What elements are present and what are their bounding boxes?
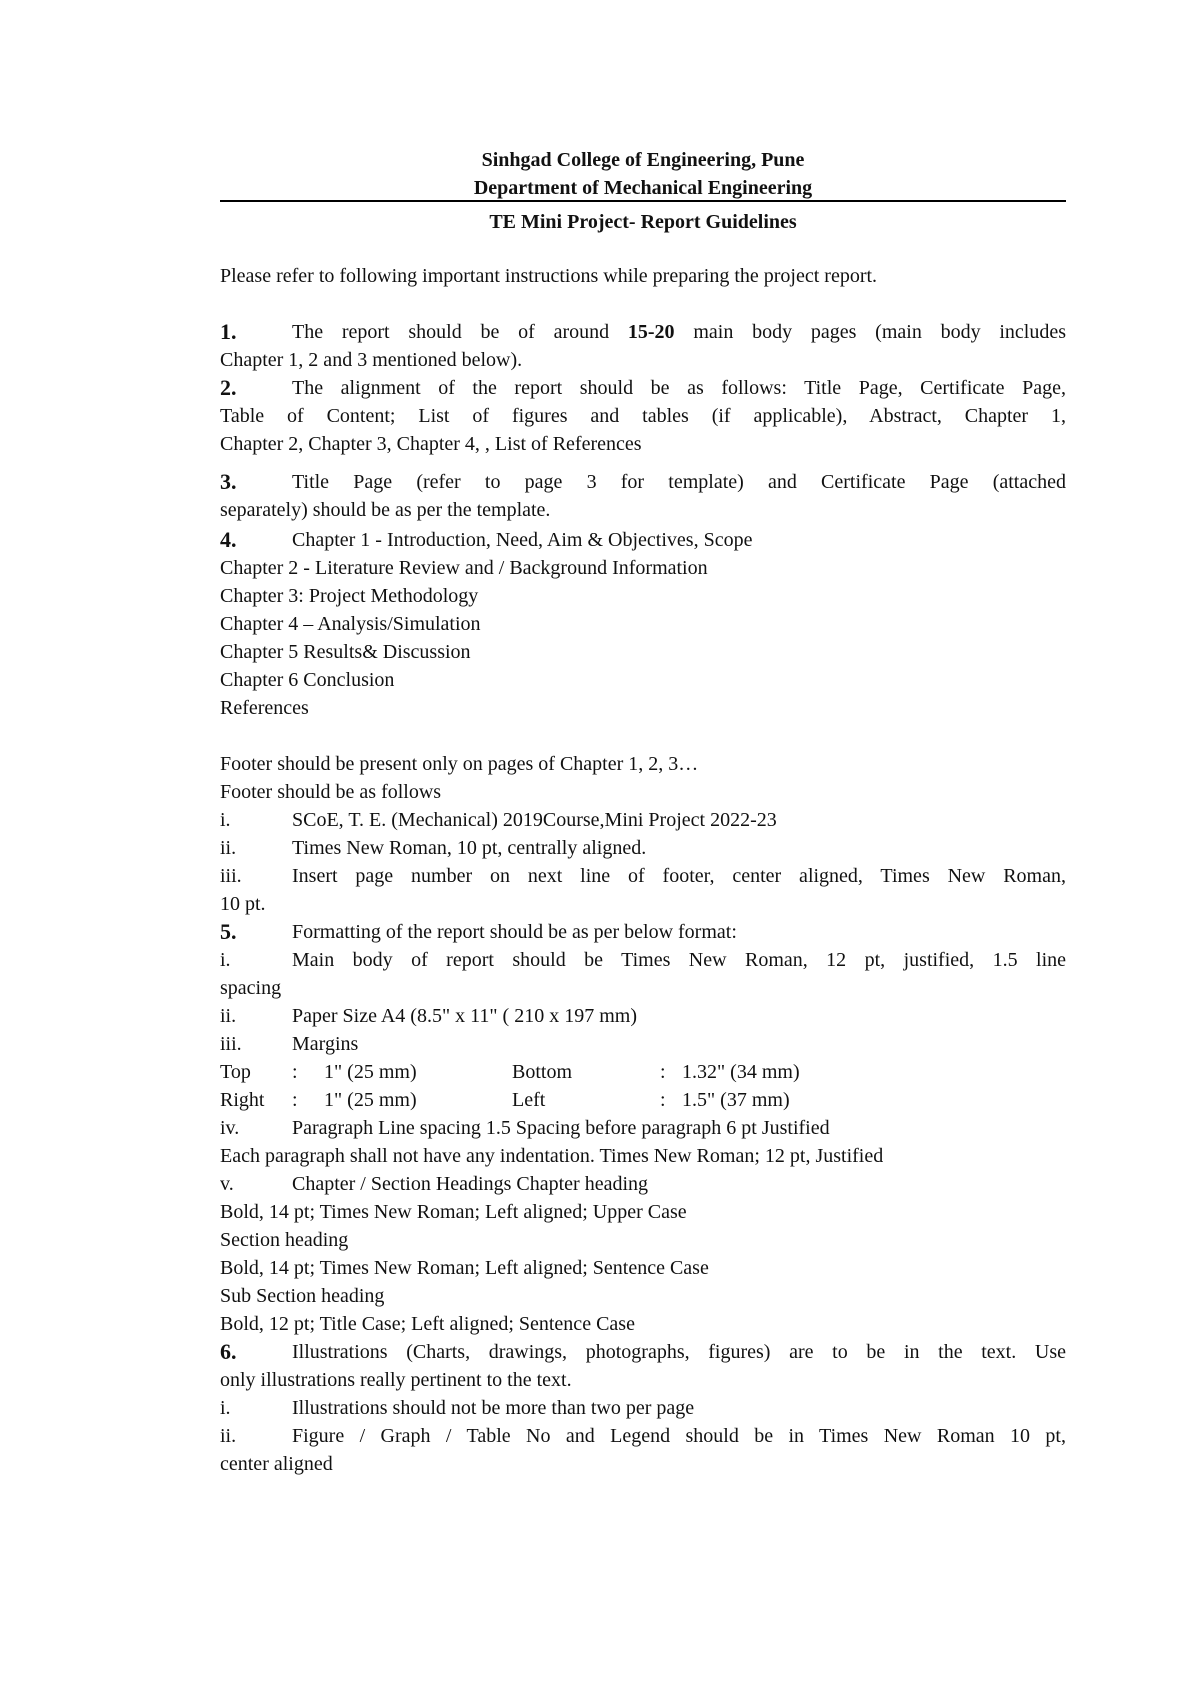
footer-item-text: SCoE, T. E. (Mechanical) 2019Course,Mini Project 2022-23 xyxy=(292,809,777,831)
format-item-number: i. xyxy=(220,949,231,971)
chapter-line: Chapter 5 Results& Discussion xyxy=(220,641,471,663)
margin-value: 1" (25 mm) xyxy=(324,1089,417,1111)
item-2-line-2: Table of Content; List of figures and tables (if applicable), Abstract, Chapter 1, xyxy=(220,405,1066,427)
heading-rule-line: Bold, 14 pt; Times New Roman; Left aligned; Upper Case xyxy=(220,1201,687,1223)
item-3-line-2: separately) should be as per the template. xyxy=(220,499,551,521)
format-item-number: v. xyxy=(220,1173,234,1195)
margin-colon: : xyxy=(292,1061,298,1083)
footer-item-number: ii. xyxy=(220,837,237,859)
margin-colon: : xyxy=(660,1089,666,1111)
item-1-pre: The report should be of around xyxy=(292,321,628,343)
item-4-line-1: Chapter 1 - Introduction, Need, Aim & Objectives, Scope xyxy=(292,529,753,551)
item-1-bold: 15-20 xyxy=(627,321,675,343)
margin-value: 1.32" (34 mm) xyxy=(682,1061,800,1083)
item-1-post: main body pages (main body includes xyxy=(674,321,1067,343)
item-1-text xyxy=(292,320,1066,344)
item-3-line-1: Title Page (refer to page 3 for template) and Certificate Page (attached xyxy=(292,471,1066,493)
format-item-number: iv. xyxy=(220,1117,240,1139)
format-item-text: Paragraph Line spacing 1.5 Spacing before paragraph 6 pt Justified xyxy=(292,1117,830,1139)
chapter-line: References xyxy=(220,697,309,719)
footer-item-number: i. xyxy=(220,809,231,831)
chapter-line: Chapter 4 – Analysis/Simulation xyxy=(220,613,481,635)
item-1-number: 1. xyxy=(220,319,237,344)
item-5-line-1: Formatting of the report should be as per below format: xyxy=(292,921,737,943)
item-2-line-3: Chapter 2, Chapter 3, Chapter 4, , List of References xyxy=(220,433,642,455)
item-6-number: 6. xyxy=(220,1339,237,1364)
item-6-line-2: only illustrations really pertinent to the text. xyxy=(220,1369,572,1391)
item-3-number: 3. xyxy=(220,469,237,494)
format-item-text: Chapter / Section Headings Chapter heading xyxy=(292,1173,649,1195)
heading-rule-line: Bold, 12 pt; Title Case; Left aligned; Sentence Case xyxy=(220,1313,635,1335)
margin-value: 1" (25 mm) xyxy=(324,1061,417,1083)
item-1-line-2: Chapter 1, 2 and 3 mentioned below). xyxy=(220,349,523,371)
illustration-item-continuation: center aligned xyxy=(220,1453,333,1475)
margin-label: Top xyxy=(220,1061,251,1083)
format-item-text: Margins xyxy=(292,1033,359,1055)
format-item-continuation: spacing xyxy=(220,977,282,999)
footer-item-text: Times New Roman, 10 pt, centrally aligned. xyxy=(292,837,647,859)
margin-colon: : xyxy=(292,1089,298,1111)
illustration-item-number: ii. xyxy=(220,1425,237,1447)
college-name: Sinhgad College of Engineering, Pune xyxy=(481,149,805,171)
format-item-text: Main body of report should be Times New Roman, 12 pt, justified, 1.5 line xyxy=(292,949,1066,971)
department-name: Department of Mechanical Engineering xyxy=(473,177,813,199)
footer-item-continuation: 10 pt. xyxy=(220,893,266,915)
header-rule xyxy=(220,200,1066,202)
heading-rule-line: Sub Section heading xyxy=(220,1285,385,1307)
margin-value: 1.5" (37 mm) xyxy=(682,1089,790,1111)
chapter-line: Chapter 6 Conclusion xyxy=(220,669,395,691)
margin-label: Left xyxy=(512,1089,546,1111)
document-title: TE Mini Project- Report Guidelines xyxy=(489,211,797,233)
item-2-line-1: The alignment of the report should be as follows: Title Page, Certificate Page, xyxy=(292,377,1066,399)
format-item-number: iii. xyxy=(220,1033,242,1055)
format-item-text: Paper Size A4 (8.5" x 11" ( 210 x 197 mm) xyxy=(292,1005,637,1027)
chapter-line: Chapter 2 - Literature Review and / Background Information xyxy=(220,557,708,579)
illustration-item-number: i. xyxy=(220,1397,231,1419)
item-6-line-1: Illustrations (Charts, drawings, photographs, figures) are to be in the text. Use xyxy=(292,1341,1066,1363)
margin-label: Right xyxy=(220,1089,265,1111)
footer-item-text: Insert page number on next line of footer, center aligned, Times New Roman, xyxy=(292,865,1066,887)
item-2-number: 2. xyxy=(220,375,237,400)
margin-label: Bottom xyxy=(512,1061,573,1083)
margin-colon: : xyxy=(660,1061,666,1083)
item-4-number: 4. xyxy=(220,527,237,552)
footer-note-2: Footer should be as follows xyxy=(220,781,442,803)
illustration-item-text: Figure / Graph / Table No and Legend should be in Times New Roman 10 pt, xyxy=(292,1425,1066,1447)
footer-note-1: Footer should be present only on pages of Chapter 1, 2, 3… xyxy=(220,753,699,775)
format-item-continuation: Each paragraph shall not have any indentation. Times New Roman; 12 pt, Justified xyxy=(220,1145,884,1167)
heading-rule-line: Section heading xyxy=(220,1229,349,1251)
footer-item-number: iii. xyxy=(220,865,242,887)
illustration-item-text: Illustrations should not be more than two per page xyxy=(292,1397,695,1419)
item-5-number: 5. xyxy=(220,919,237,944)
heading-rule-line: Bold, 14 pt; Times New Roman; Left aligned; Sentence Case xyxy=(220,1257,709,1279)
format-item-number: ii. xyxy=(220,1005,237,1027)
intro-text: Please refer to following important instructions while preparing the project report. xyxy=(220,265,878,287)
chapter-line: Chapter 3: Project Methodology xyxy=(220,585,479,607)
